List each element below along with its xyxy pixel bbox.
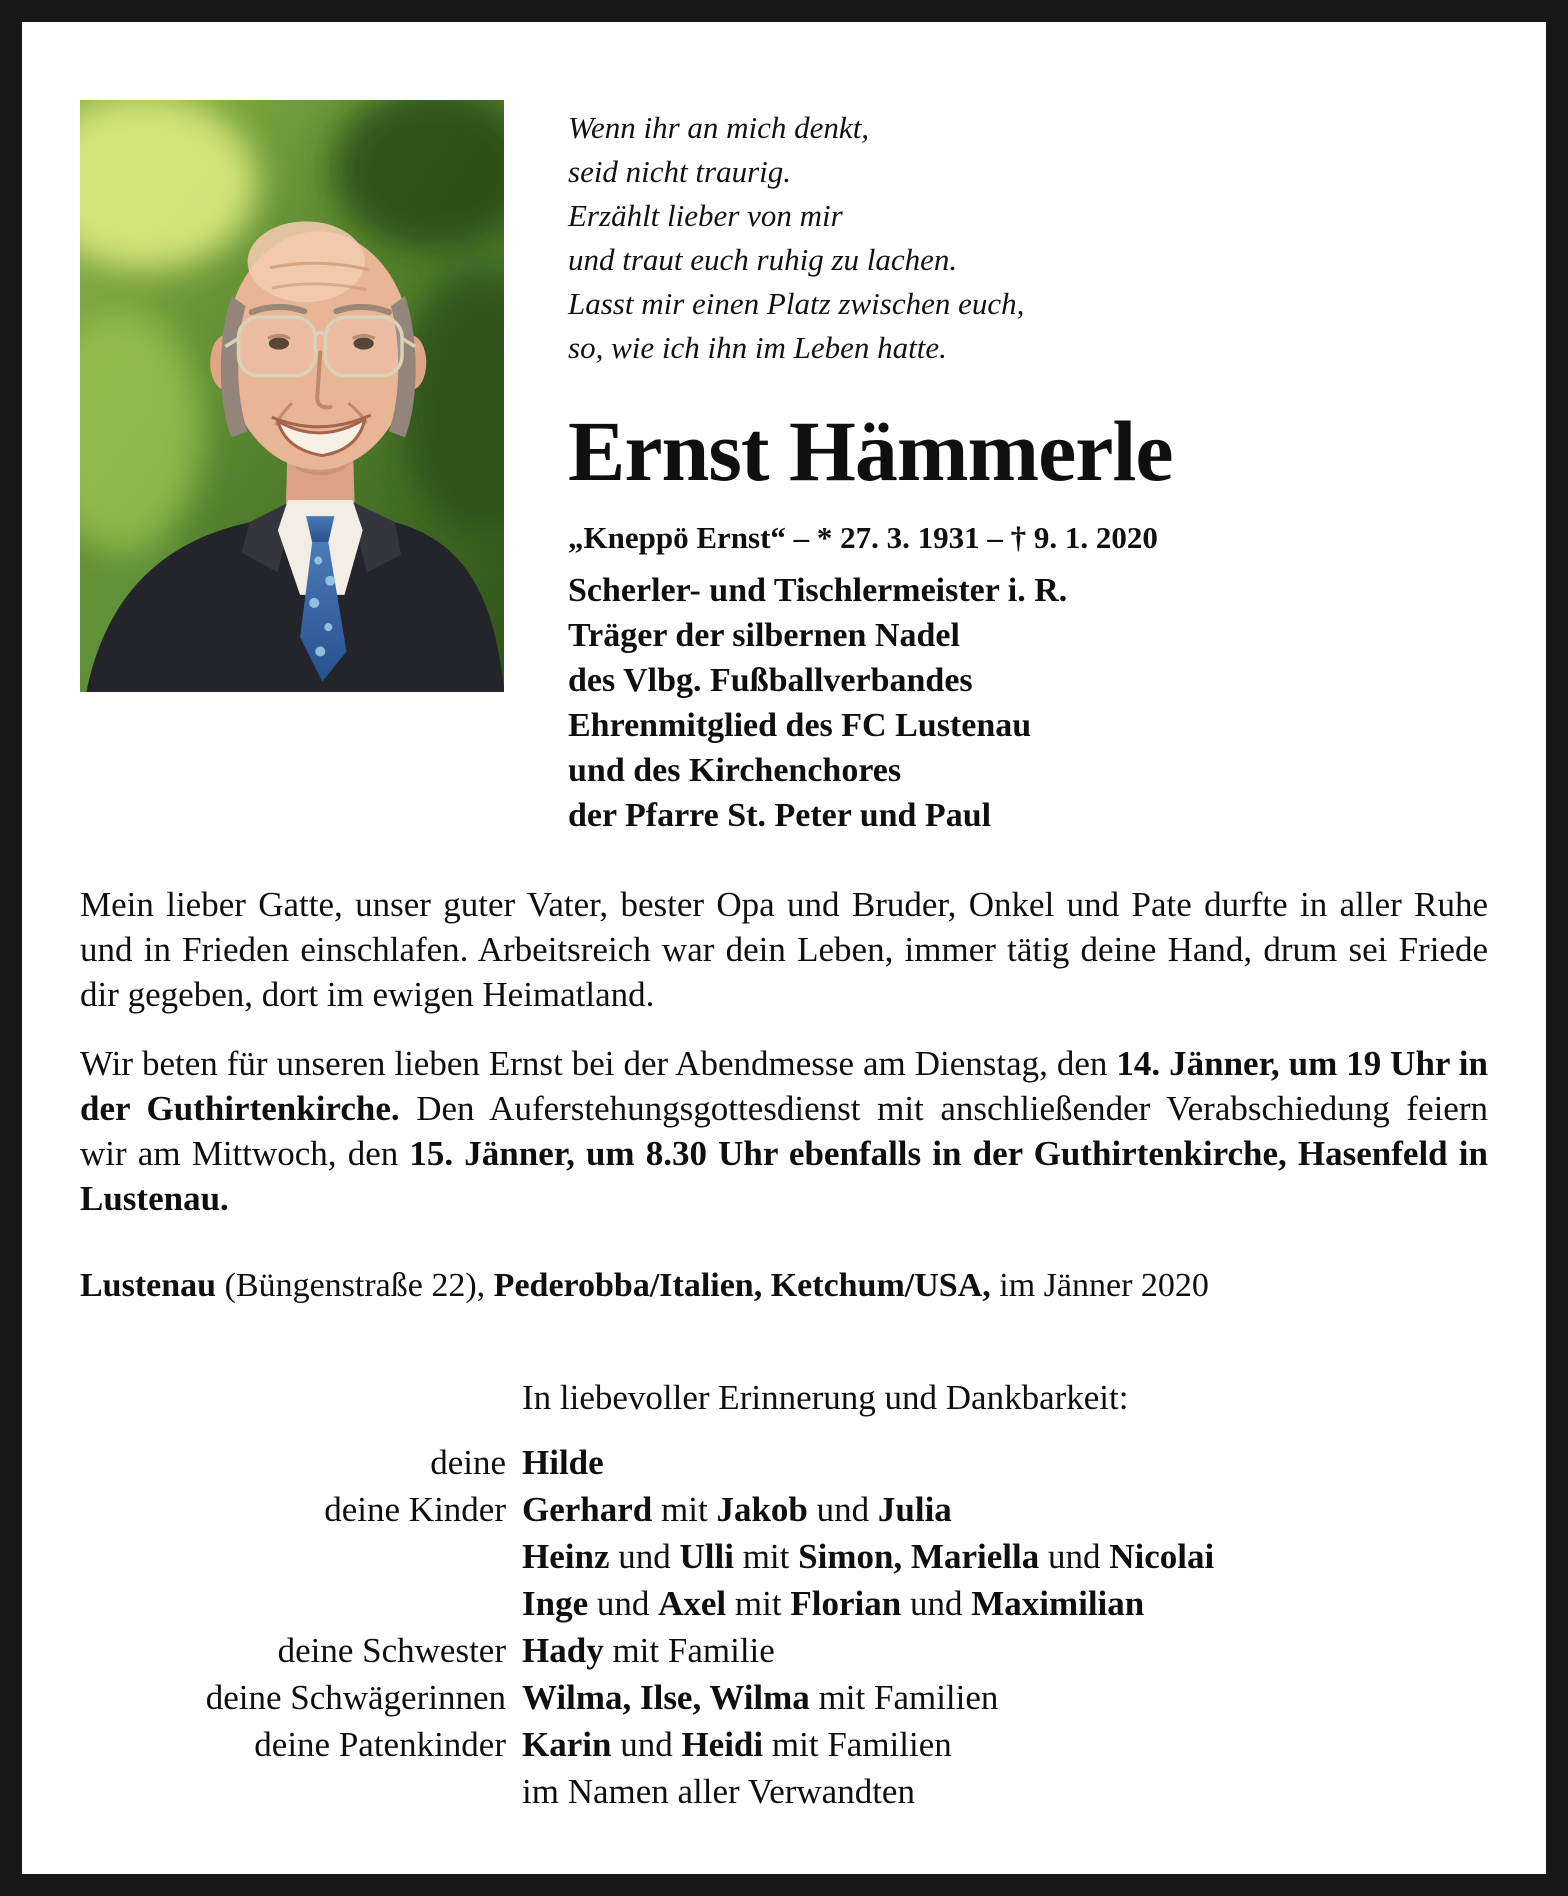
poem-line: Lasst mir einen Platz zwischen euch,: [568, 286, 1025, 321]
header-text-column: [568, 100, 1488, 838]
honor-line: und des Kirchenchores: [568, 752, 902, 789]
mourner-names: Hilde: [522, 1443, 604, 1482]
mourner-names: Wilma, Ilse, Wilma mit Familien: [522, 1678, 999, 1717]
mourner-relation-label: [80, 1533, 506, 1580]
memorial-poem: [568, 106, 1488, 370]
mourner-relation-label: deine Patenkinder: [254, 1725, 506, 1764]
portrait-photo: [80, 100, 504, 692]
header-section: [80, 100, 1488, 838]
obituary-body: [80, 882, 1488, 1221]
mourner-names: Heinz und Ulli mit Simon, Mariella und Nicolai: [522, 1537, 1215, 1576]
honor-line: der Pfarre St. Peter und Paul: [568, 797, 992, 834]
memorial-intro: In liebevoller Erinnerung und Dankbarkeit:: [522, 1378, 1129, 1417]
honor-line: des Vlbg. Fußballverbandes: [568, 662, 973, 699]
mourner-names: Hady mit Familie: [522, 1631, 775, 1670]
mourner-relation-label: deine: [430, 1443, 506, 1482]
poem-line: so, wie ich ihn im Leben hatte.: [568, 330, 947, 365]
mourner-relation-label: [80, 1580, 506, 1627]
honor-line: Träger der silbernen Nadel: [568, 617, 960, 654]
mourner-names: Gerhard mit Jakob und Julia: [522, 1490, 952, 1529]
memorial-section: [80, 1374, 1488, 1815]
mourner-names: Inge und Axel mit Florian und Maximilian: [522, 1584, 1145, 1623]
honors-list: [568, 568, 1488, 838]
poem-line: Wenn ihr an mich denkt,: [568, 110, 870, 145]
mourner-names: im Namen aller Verwandten: [522, 1772, 915, 1811]
mourner-relation-label: deine Schwägerinnen: [205, 1678, 506, 1717]
poem-line: Erzählt lieber von mir: [568, 198, 843, 233]
nickname-and-dates: „Kneppö Ernst“ – * 27. 3. 1931 – † 9. 1. 2020: [568, 520, 1158, 555]
mourners-list: [80, 1439, 1488, 1815]
mourner-relation-label: deine Schwester: [277, 1631, 506, 1670]
mourner-relation-label: [80, 1768, 506, 1815]
deceased-name: Ernst Hämmerle: [568, 403, 1173, 499]
mourner-names: Karin und Heidi mit Familien: [522, 1725, 952, 1764]
service-announcement-paragraph: Wir beten für unseren lieben Ernst bei der Abendmesse am Dienstag, den 14. Jänner, um 19 Uhr in der Guthirtenkirche. Den Auferstehungsgottesdienst mit anschließender Verabschiedung feiern wir am Mittwoch, den 15. Jänner, um 8.30 Uhr ebenfalls in der Guthirtenkirche, Hasenfeld in Lustenau.: [80, 1044, 1488, 1218]
honor-line: Ehrenmitglied des FC Lustenau: [568, 707, 1032, 744]
poem-line: und traut euch ruhig zu lachen.: [568, 242, 958, 277]
honor-line: Scherler- und Tischlermeister i. R.: [568, 572, 1068, 609]
location-date-line: Lustenau (Büngenstraße 22), Pederobba/Italien, Ketchum/USA, im Jänner 2020: [80, 1267, 1209, 1304]
obituary-paragraph: Mein lieber Gatte, unser guter Vater, bester Opa und Bruder, Onkel und Pate durfte in aller Ruhe und in Frieden einschlafen. Arbeitsreich war dein Leben, immer tätig deine Hand, drum sei Friede dir gegeben, dort im ewigen Heimatland.: [80, 885, 1488, 1014]
poem-line: seid nicht traurig.: [568, 154, 792, 189]
mourner-relation-label: deine Kinder: [324, 1490, 506, 1529]
portrait-illustration: [80, 100, 504, 692]
